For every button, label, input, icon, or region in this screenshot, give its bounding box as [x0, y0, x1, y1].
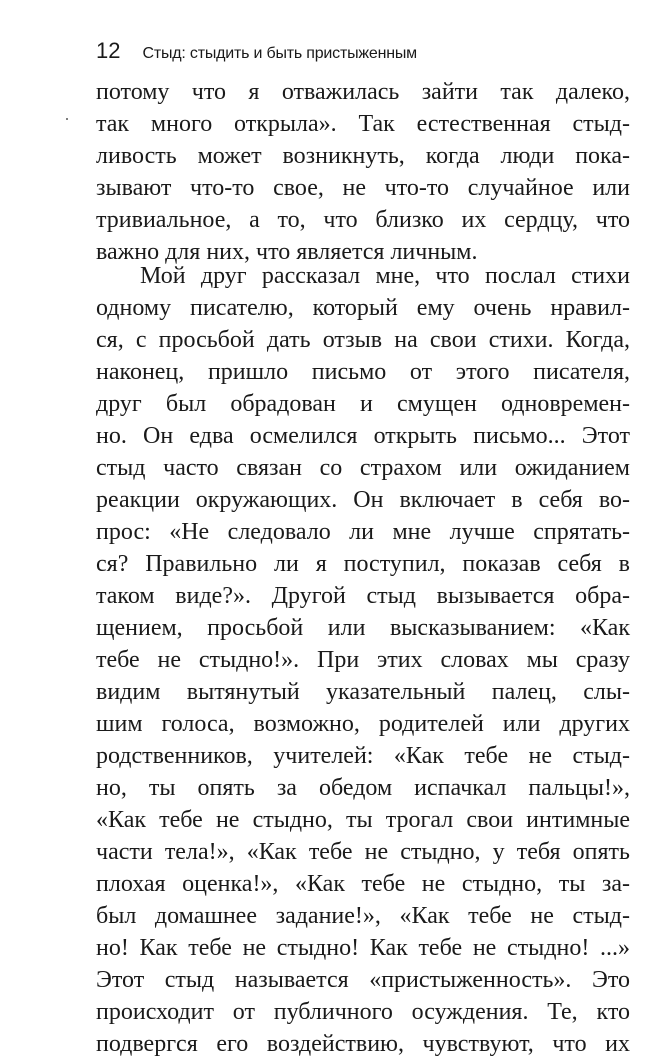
text-line: важно для них, что является личным.: [96, 239, 478, 265]
text-line: плохая оценка!», «Как тебе не стыдно, ты за-: [96, 871, 630, 897]
text-line: одному писателю, который ему очень нравил-: [96, 295, 630, 321]
text-line: потому что я отважилась зайти так далеко,: [96, 79, 630, 105]
text-line: зывают что-то свое, не что-то случайное или: [96, 175, 630, 201]
text-line: щением, просьбой или высказыванием: «Как: [96, 615, 630, 641]
text-line: прос: «Не следовало ли мне лучше спрятать-: [96, 519, 630, 545]
text-line: но. Он едва осмелился открыть письмо... Этот: [96, 423, 630, 449]
text-line: но! Как тебе не стыдно! Как тебе не стыдно! ...»: [96, 935, 630, 961]
text-line: тривиальное, а то, что близко их сердцу, что: [96, 207, 630, 233]
text-line: тебе не стыдно!». При этих словах мы сразу: [96, 647, 630, 673]
text-line: но, ты опять за обедом испачкал пальцы!»,: [96, 775, 630, 801]
text-line: Мой друг рассказал мне, что послал стихи: [140, 263, 630, 289]
text-line: происходит от публичного осуждения. Те, кто: [96, 999, 630, 1025]
page-number: 12: [96, 38, 121, 63]
text-line: ливость может возникнуть, когда люди пока-: [96, 143, 630, 169]
text-line: реакции окружающих. Он включает в себя во-: [96, 487, 630, 513]
text-line: стыд часто связан со страхом или ожиданием: [96, 455, 630, 481]
text-line: «Как тебе не стыдно, ты трогал свои интимные: [96, 807, 630, 833]
text-line: таком виде?». Другой стыд вызывается обра-: [96, 583, 630, 609]
text-line: части тела!», «Как тебе не стыдно, у тебя опять: [96, 839, 630, 865]
text-line: друг был обрадован и смущен одновремен-: [96, 391, 630, 417]
paragraph-2: [96, 260, 630, 1060]
text-line: родственников, учителей: «Как тебе не стыд-: [96, 743, 630, 769]
text-line: был домашнее задание!», «Как тебе не стыд-: [96, 903, 630, 929]
scan-speck: [66, 118, 68, 120]
paragraph-1: [96, 76, 630, 268]
text-line: подвергся его воздействию, чувствуют, что их: [96, 1031, 630, 1057]
running-title: Стыд: стыдить и быть пристыженным: [142, 45, 417, 62]
text-line: так много открыла». Так естественная стыд-: [96, 111, 630, 137]
text-line: Этот стыд называется «пристыженность». Это: [96, 967, 630, 993]
text-line: шим голоса, возможно, родителей или других: [96, 711, 630, 737]
text-line: ся, с просьбой дать отзыв на свои стихи. Когда,: [96, 327, 630, 353]
text-line: видим вытянутый указательный палец, слы-: [96, 679, 630, 705]
text-line: ся? Правильно ли я поступил, показав себя в: [96, 551, 630, 577]
text-line: наконец, пришло письмо от этого писателя,: [96, 359, 630, 385]
running-header: [96, 38, 417, 68]
